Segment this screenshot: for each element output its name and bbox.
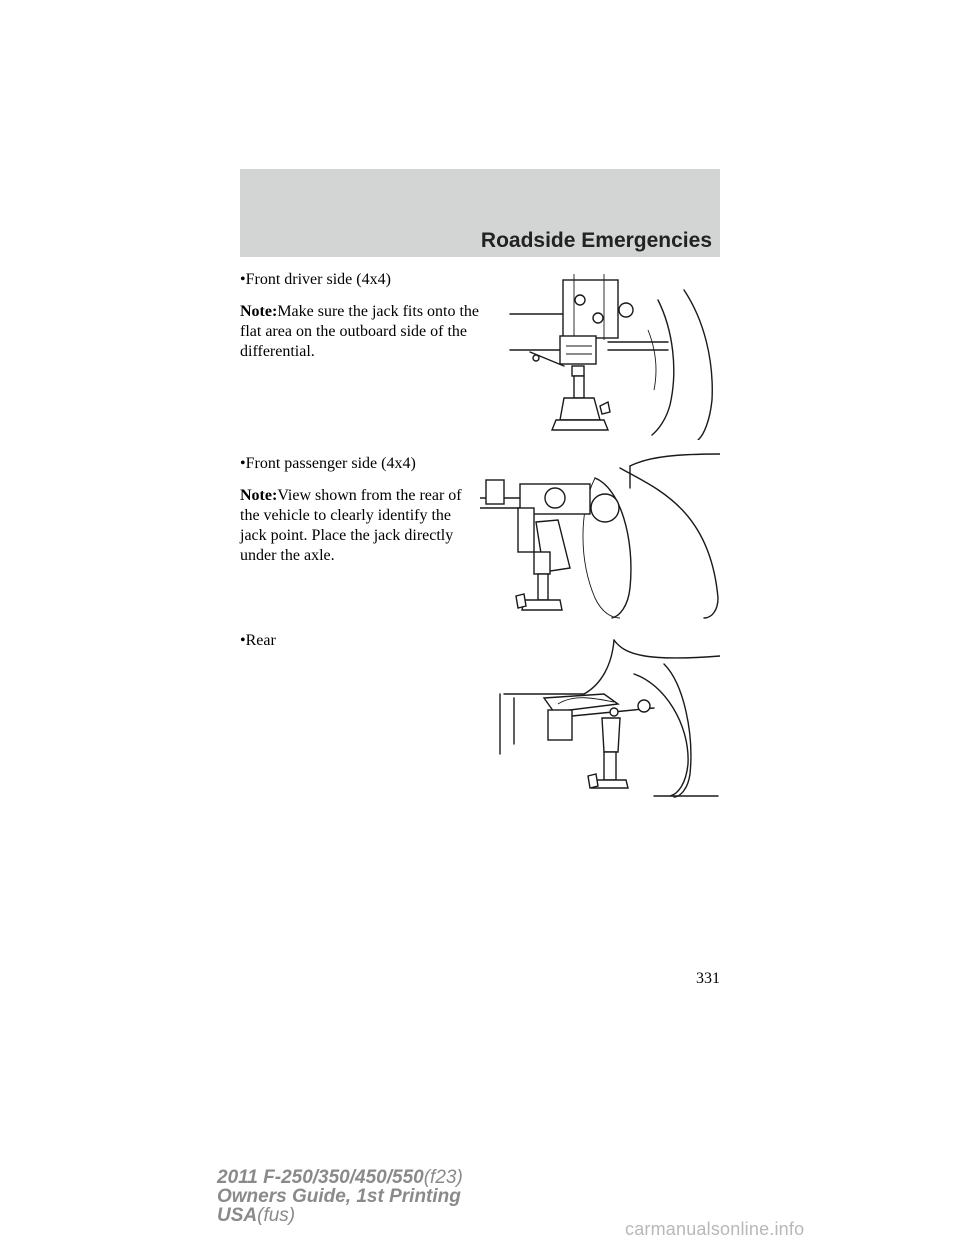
bullet-item: •Front driver side (4x4) [240,271,391,288]
note-text: Make sure the jack fits onto the flat area on the outboard side of the differential. [240,303,480,360]
footer-line [217,1206,463,1225]
note-label: Note: [240,303,278,320]
footer-market: USA [217,1205,258,1226]
footer-model: 2011 F-250/350/450/550 [217,1167,424,1188]
footer-line [217,1168,463,1187]
jack-point-rear [240,631,480,651]
page-number: 331 [696,970,720,987]
watermark: carmanualsonline.info [625,1219,805,1239]
jack-point-front-driver [240,270,480,362]
bullet-text: Rear [245,632,276,649]
jack-point-front-passenger [240,454,480,566]
front-driver-jack-illustration [508,270,720,440]
bullet-text: Front driver side (4x4) [245,271,391,288]
note-text: View shown from the rear of the vehicle to clearly identify the jack point. Place the jack directly under the axle. [240,487,462,564]
note [240,302,480,362]
bullet-item: •Front passenger side (4x4) [240,455,416,472]
bullet-text: Front passenger side (4x4) [245,455,416,472]
footer-edition-info [217,1168,463,1225]
note [240,486,480,566]
bullet-item: •Rear [240,632,276,649]
footer-model-code: (f23) [423,1167,463,1188]
front-passenger-jack-illustration [480,448,720,620]
section-title: Roadside Emergencies [480,229,712,252]
header-band [240,169,720,257]
rear-jack-illustration [494,634,720,802]
note-label: Note: [240,487,278,504]
footer-line: Owners Guide, 1st Printing [217,1186,461,1207]
footer-market-code: (fus) [257,1205,296,1226]
